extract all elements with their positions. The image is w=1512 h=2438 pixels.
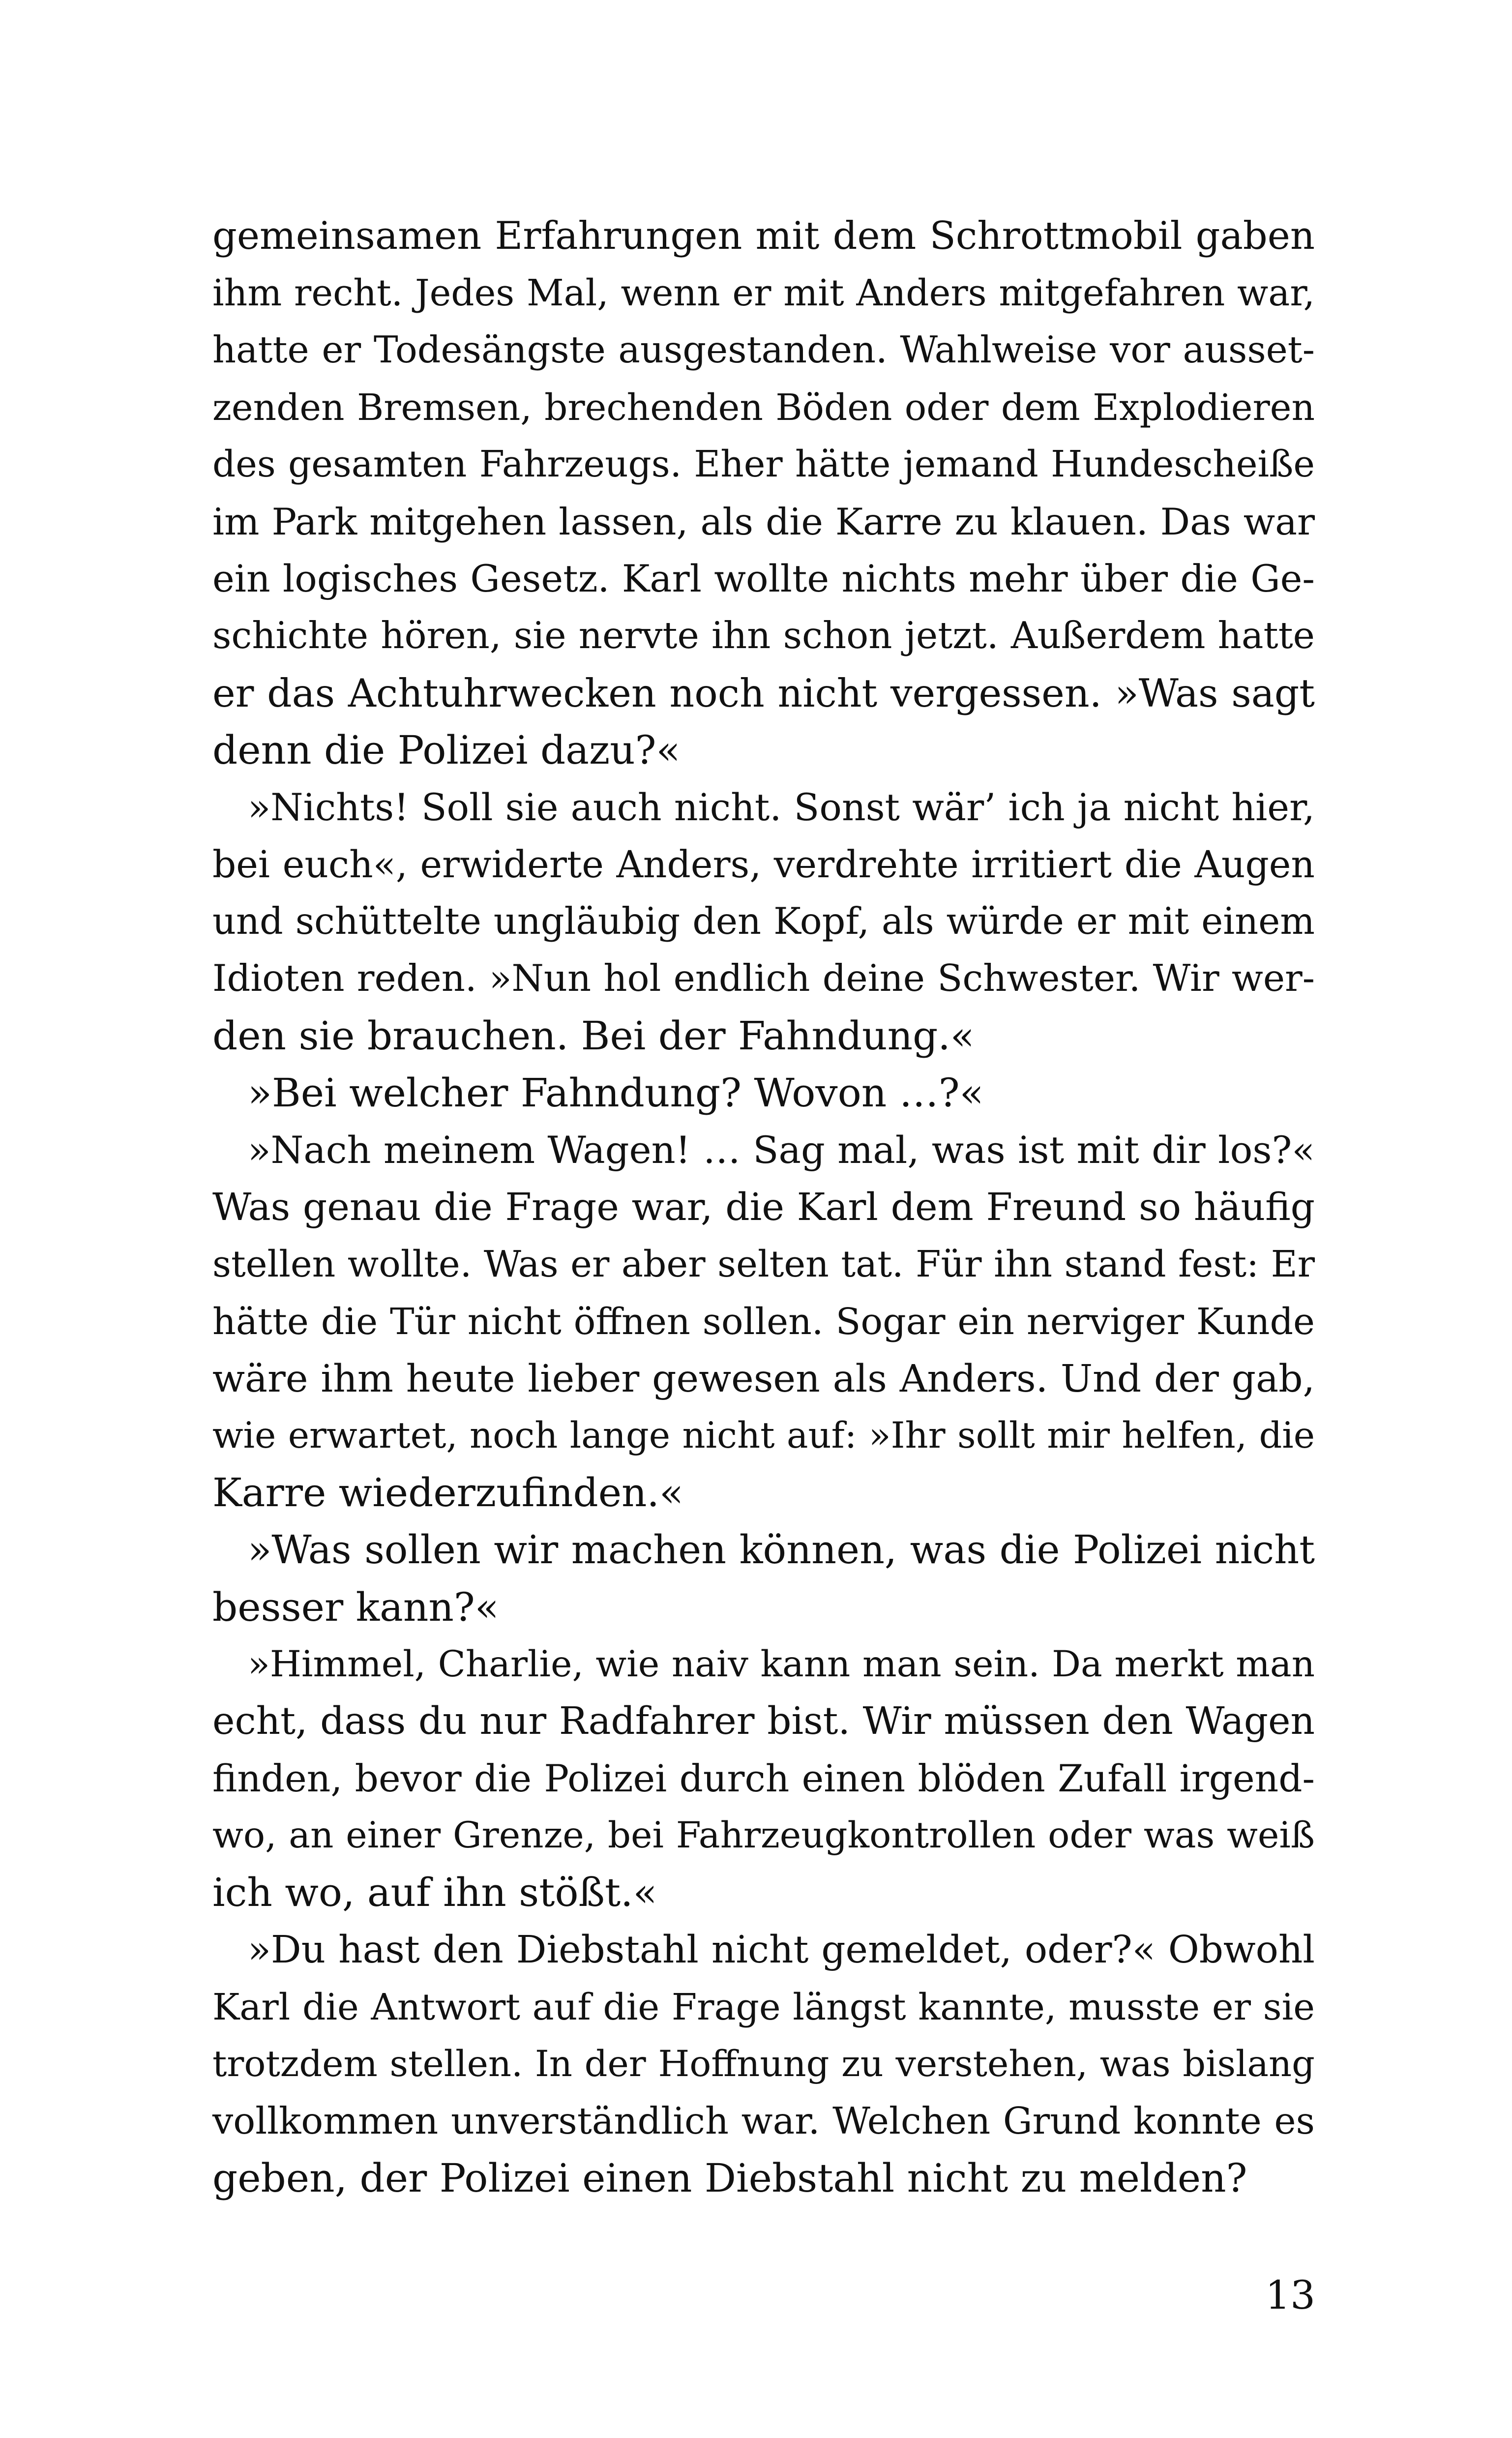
text-line: Karre wiederzufinden.« xyxy=(212,1470,683,1516)
text-line: Idioten reden. »Nun hol endlich deine Schwester. Wir wer- xyxy=(212,957,1315,1000)
text-line: ein logisches Gesetz. Karl wollte nichts mehr über die Ge- xyxy=(212,557,1315,601)
text-line: echt, dass du nur Radfahrer bist. Wir müssen den Wagen xyxy=(212,1699,1315,1743)
text-line: den sie brauchen. Bei der Fahndung.« xyxy=(212,1012,975,1059)
text-line: »Himmel, Charlie, wie naiv kann man sein. Da merkt man xyxy=(248,1643,1315,1685)
text-line: wäre ihm heute lieber gewesen als Anders. Und der gab, xyxy=(212,1356,1315,1401)
text-line: zenden Bremsen, brechenden Böden oder dem Explodieren xyxy=(212,386,1315,429)
text-line: finden, bevor die Polizei durch einen blöden Zufall irgend- xyxy=(212,1757,1315,1801)
text-line: stellen wollte. Was er aber selten tat. Für ihn stand fest: Er xyxy=(212,1243,1315,1286)
body-text xyxy=(212,208,1315,2207)
text-line: wie erwartet, noch lange nicht auf: »Ihr sollt mir helfen, die xyxy=(212,1414,1315,1457)
text-line: besser kann?« xyxy=(212,1584,499,1630)
text-line: hatte er Todesängste ausgestanden. Wahlweise vor ausset- xyxy=(212,328,1315,372)
text-line: »Bei welcher Fahndung? Wovon …?« xyxy=(248,1070,984,1116)
text-line: hätte die Tür nicht öffnen sollen. Sogar ein nerviger Kunde xyxy=(212,1300,1315,1343)
text-line: »Nichts! Soll sie auch nicht. Sonst wär’ ich ja nicht hier, xyxy=(248,785,1315,829)
text-line: vollkommen unverständlich war. Welchen Grund konnte es xyxy=(212,2100,1315,2143)
text-line: geben, der Polizei einen Diebstahl nicht zu melden? xyxy=(212,2155,1247,2201)
text-line: gemeinsamen Erfahrungen mit dem Schrottmobil gaben xyxy=(212,214,1315,258)
text-line: und schüttelte ungläubig den Kopf, als würde er mit einem xyxy=(212,900,1315,943)
text-line: Was genau die Frage war, die Karl dem Freund so häufig xyxy=(212,1185,1315,1230)
page-number: 13 xyxy=(1265,2272,1315,2318)
text-line: bei euch«, erwiderte Anders, verdrehte irritiert die Augen xyxy=(212,843,1315,887)
text-line: trotzdem stellen. In der Hoffnung zu verstehen, was bislang xyxy=(212,2043,1315,2085)
text-line: wo, an einer Grenze, bei Fahrzeugkontrollen oder was weiß xyxy=(212,1814,1315,1857)
text-line: ihm recht. Jedes Mal, wenn er mit Anders mitgefahren war, xyxy=(212,272,1315,315)
text-line: des gesamten Fahrzeugs. Eher hätte jemand Hundescheiße xyxy=(212,443,1315,485)
text-line: im Park mitgehen lassen, als die Karre zu klauen. Das war xyxy=(212,500,1315,543)
text-line: Karl die Antwort auf die Frage längst kannte, musste er sie xyxy=(212,1986,1315,2028)
text-line: er das Achtuhrwecken noch nicht vergessen. »Was sagt xyxy=(212,670,1315,716)
text-line: schichte hören, sie nervte ihn schon jetzt. Außerdem hatte xyxy=(212,614,1315,657)
text-line: »Nach meinem Wagen! … Sag mal, was ist mit dir los?« xyxy=(248,1128,1315,1172)
text-line: »Du hast den Diebstahl nicht gemeldet, oder?« Obwohl xyxy=(248,1928,1315,1972)
text-line: denn die Polizei dazu?« xyxy=(212,727,681,773)
text-line: ich wo, auf ihn stößt.« xyxy=(212,1870,657,1916)
text-line: »Was sollen wir machen können, was die Polizei nicht xyxy=(248,1527,1315,1573)
